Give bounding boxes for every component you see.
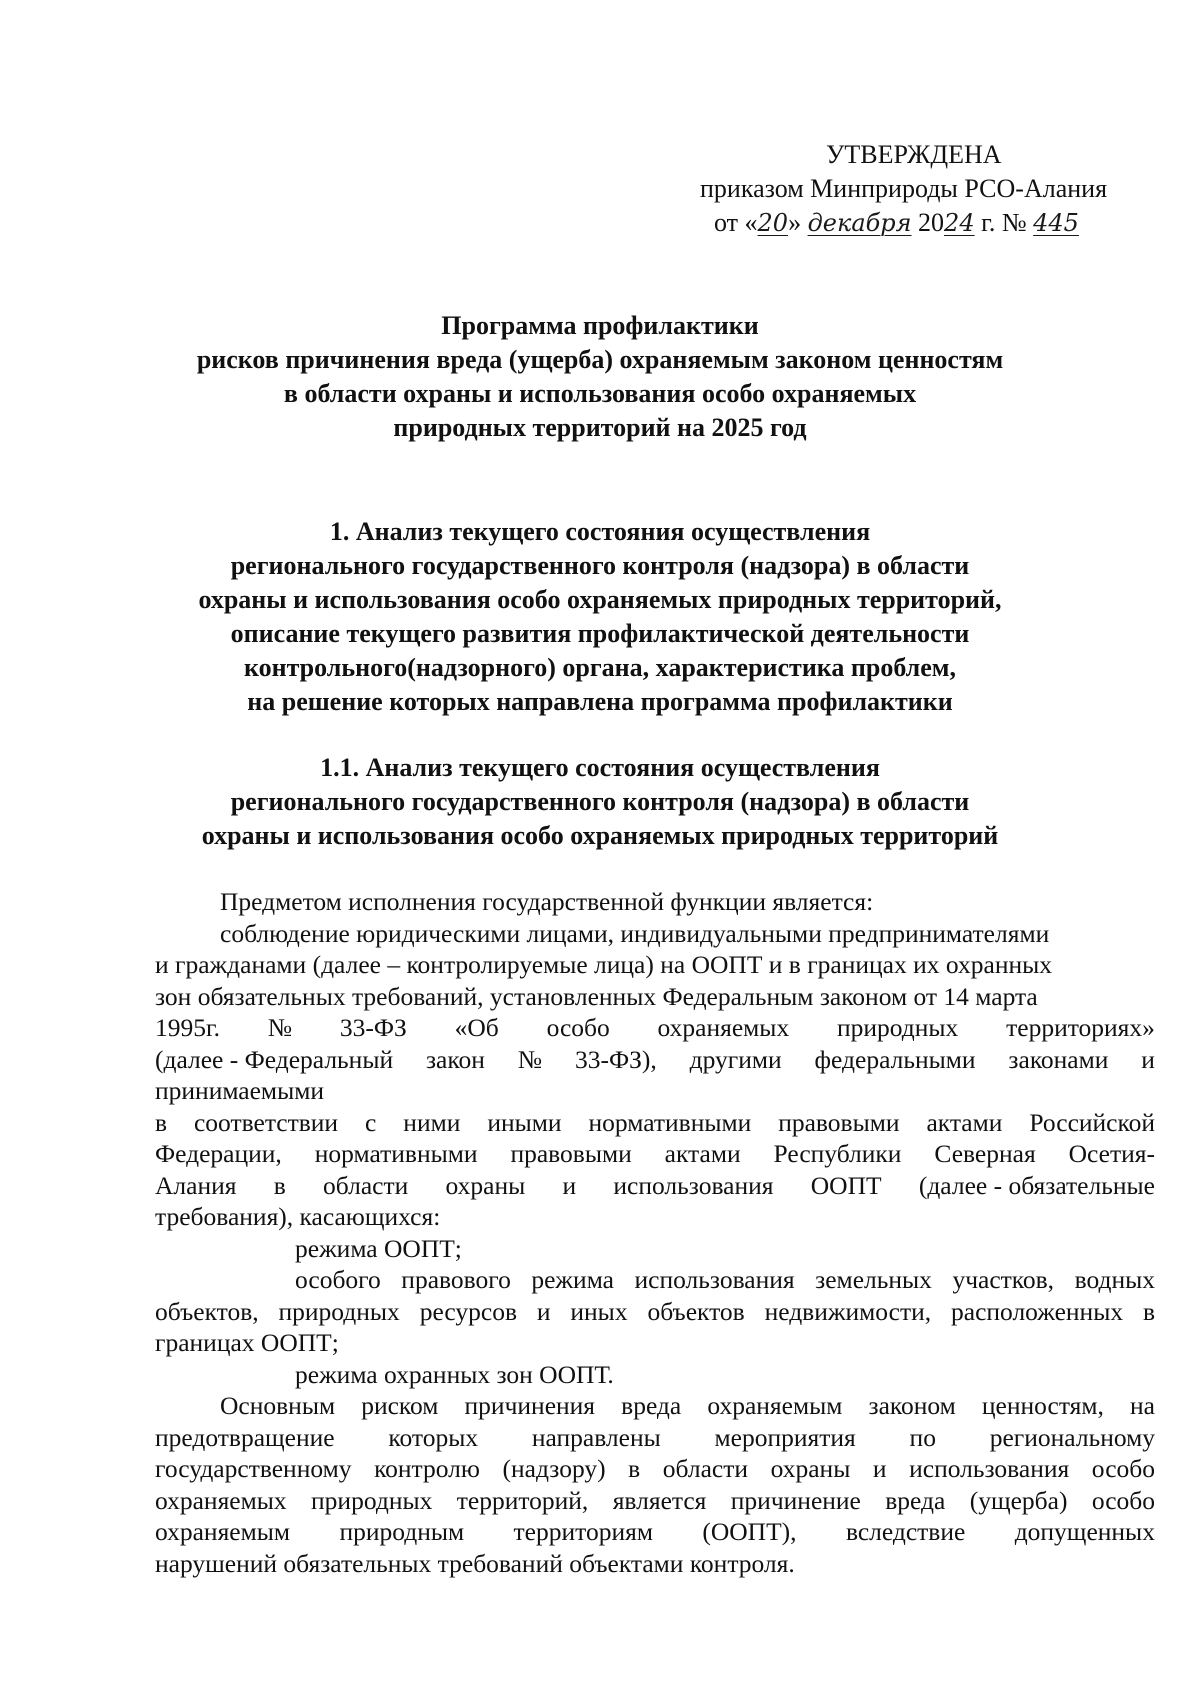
approval-date-line — [700, 206, 1160, 240]
word: которых — [388, 1422, 479, 1452]
word: (ООПТ), — [702, 1517, 797, 1546]
text-line: нарушений обязательных требований объектами контроля. — [155, 1548, 795, 1578]
word: и — [562, 1170, 577, 1200]
word: направлены — [531, 1422, 661, 1452]
text-line-justified — [155, 1012, 1155, 1044]
title-line: рисков причинения вреда (ущерба) охраняемым законом ценностям — [196, 345, 1004, 374]
word: региональному — [989, 1422, 1155, 1452]
year-prefix: 20 — [911, 208, 945, 237]
word: предотвращение — [155, 1422, 335, 1452]
word: (далее - Федеральный — [155, 1044, 394, 1074]
date-mid: » — [788, 208, 808, 237]
title-line: природных территорий на 2025 год — [393, 413, 807, 442]
word: мероприятия — [714, 1422, 856, 1452]
text-line: и гражданами (далее – контролируемые лица) на ООПТ и в границах их охранных — [155, 950, 1053, 979]
text-line: в соответствии с ними иными нормативными правовыми актами Российской — [155, 1107, 1155, 1137]
word: 1995г. — [155, 1013, 220, 1042]
list-item-regime: режима ООПТ; — [295, 1233, 462, 1263]
word: территориях» — [1006, 1013, 1155, 1042]
text-line: Федерации, нормативными правовыми актами Республики Северная Осетия- — [155, 1139, 1155, 1168]
word: области — [323, 1170, 409, 1200]
heading-line: на решение которых направлена программа профилактики — [247, 687, 953, 716]
text-line-justified — [155, 1044, 1155, 1076]
handwritten-year: 24 — [944, 209, 975, 237]
word: по — [909, 1422, 936, 1452]
approval-order-line: приказом Минприроды РСО-Алания — [700, 174, 1108, 203]
heading-line: описание текущего развития профилактической деятельности — [230, 619, 970, 648]
word: и — [1141, 1044, 1155, 1074]
paragraph-main-risk — [155, 1390, 1155, 1579]
program-title — [0, 309, 1200, 445]
paragraph-acts — [155, 1107, 1155, 1233]
word: № — [517, 1044, 543, 1074]
body-text — [155, 886, 1155, 1579]
word: охраняемым — [155, 1517, 291, 1546]
text-line: принимаемыми — [155, 1076, 324, 1105]
title-line: в области охраны и использования особо охраняемых — [283, 379, 917, 408]
word: Алания — [155, 1170, 237, 1200]
word: (далее - обязательные — [918, 1170, 1155, 1200]
heading-line: 1. Анализ текущего состояния осуществления — [329, 517, 871, 546]
word: ООПТ — [810, 1170, 882, 1200]
text-line: объектов, природных ресурсов и иных объектов недвижимости, расположенных в — [155, 1296, 1155, 1326]
word: федеральными — [814, 1044, 976, 1074]
word: № — [267, 1013, 293, 1042]
heading-line: охраны и использования особо охраняемых природных территорий — [201, 821, 999, 850]
text-line: зон обязательных требований, установленных Федеральным законом от 14 марта — [155, 981, 1038, 1011]
word: охраняемых — [657, 1013, 790, 1042]
text-line-justified — [155, 1516, 1155, 1548]
heading-line: регионального государственного контроля (надзора) в области — [230, 551, 970, 580]
heading-line: 1.1. Анализ текущего состояния осуществления — [320, 753, 880, 782]
list-item-legal-regime — [155, 1264, 1155, 1359]
text-line: требования), касающихся: — [155, 1202, 441, 1231]
text-line-justified — [155, 1422, 1155, 1454]
word: «Об — [454, 1013, 499, 1042]
text-line-justified — [155, 1170, 1155, 1202]
text-line: государственному контролю (надзору) в области охраны и использования особо — [155, 1454, 1155, 1483]
text-line: границах ООПТ; — [155, 1328, 339, 1357]
word: природных — [837, 1013, 959, 1042]
word: 33-ФЗ — [339, 1013, 407, 1042]
word: другими — [689, 1044, 782, 1074]
text-line: соблюдение юридическими лицами, индивидуальными предпринимателями — [220, 918, 1050, 948]
section-1-1-heading — [0, 751, 1200, 853]
word: 33-ФЗ), — [574, 1044, 657, 1074]
word: особо — [546, 1013, 610, 1042]
handwritten-number: 445 — [1033, 209, 1079, 237]
number-prefix: г. № — [974, 208, 1034, 237]
date-prefix: от « — [714, 208, 758, 237]
word: в — [273, 1170, 286, 1200]
word: допущенных — [1014, 1517, 1155, 1546]
heading-line: регионального государственного контроля (надзора) в области — [230, 787, 970, 816]
word: природным — [339, 1517, 465, 1546]
word: использования — [613, 1170, 774, 1200]
word: охраны — [445, 1170, 526, 1200]
approval-block — [700, 138, 1160, 240]
title-line: Программа профилактики — [441, 311, 759, 340]
text-line: охраняемых природных территорий, является причинение вреда (ущерба) особо — [155, 1485, 1155, 1515]
text-line: особого правового режима использования земельных участков, водных — [295, 1265, 1155, 1294]
approval-stamp: УТВЕРЖДЕНА — [826, 140, 1002, 169]
paragraph-compliance — [155, 918, 1155, 1107]
word: территориям — [513, 1517, 653, 1546]
heading-line: охраны и использования особо охраняемых природных территорий, — [198, 585, 1002, 614]
handwritten-month: декабря — [807, 209, 912, 237]
word: вследствие — [845, 1517, 966, 1546]
text-line: Основным риском причинения вреда охраняемым законом ценностям, на — [220, 1391, 1155, 1420]
section-1-heading — [0, 515, 1200, 719]
paragraph-subject: Предметом исполнения государственной функции является: — [220, 887, 874, 916]
list-item-protection-zones: режима охранных зон ООПТ. — [295, 1359, 614, 1389]
word: законами — [1008, 1044, 1109, 1074]
heading-line: контрольного(надзорного) органа, характеристика проблем, — [243, 653, 957, 682]
handwritten-day: 20 — [757, 209, 789, 237]
word: закон — [425, 1044, 485, 1074]
